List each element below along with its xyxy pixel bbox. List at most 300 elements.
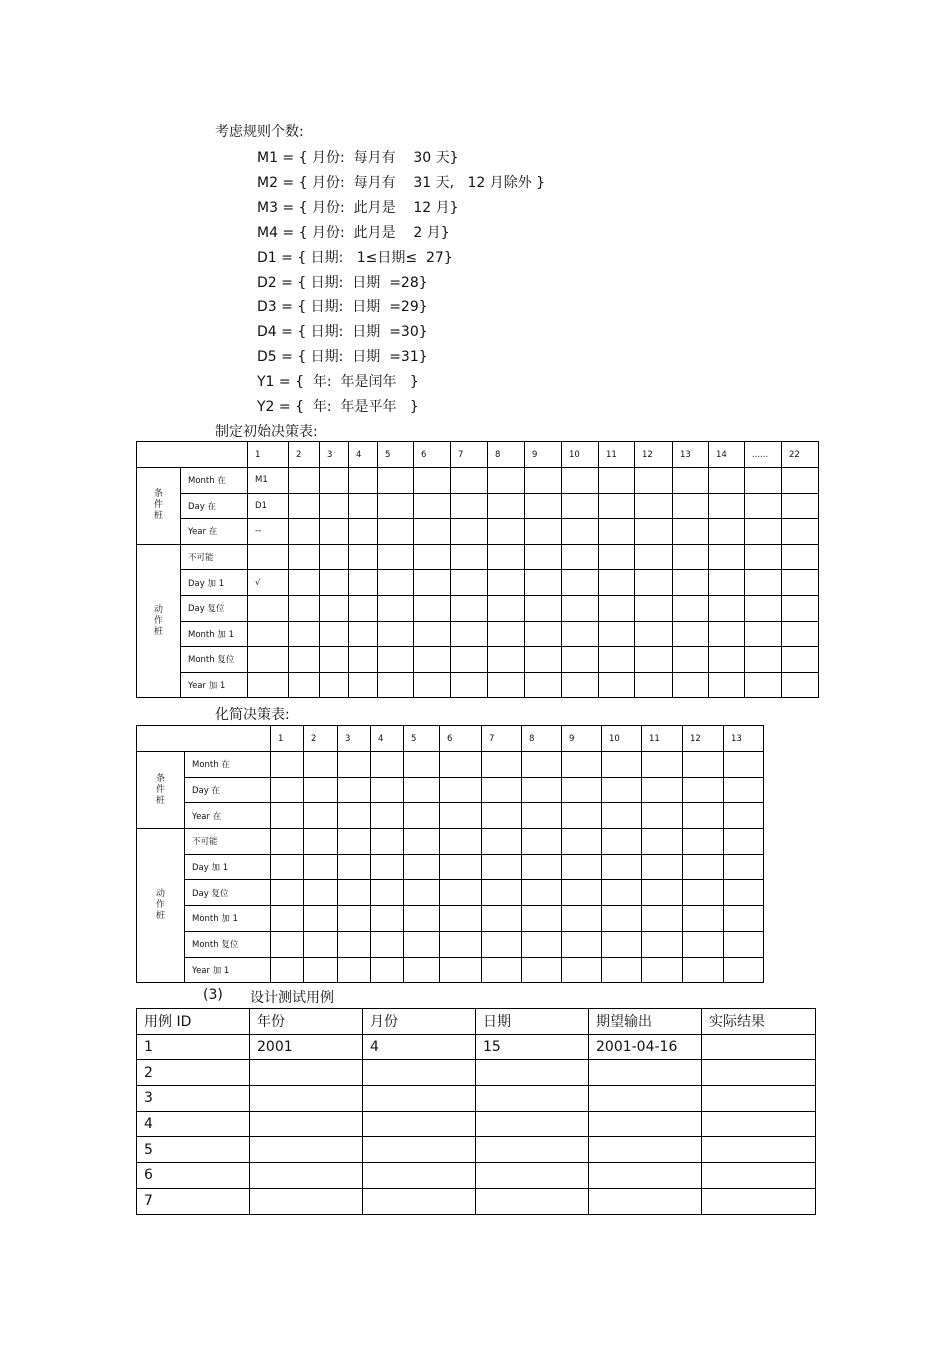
table-cell: [525, 468, 562, 494]
table-corner: [137, 442, 248, 468]
table-cell: [320, 519, 349, 545]
row-label: Day 复位: [185, 880, 271, 906]
table-cell: [349, 570, 378, 596]
action-stub-char: 桩: [153, 626, 163, 637]
table-cell: [451, 647, 488, 673]
table-cell: [488, 493, 525, 519]
table-cell: [782, 647, 819, 673]
rule-column-header: 13: [724, 726, 764, 752]
table-cell: [404, 752, 440, 778]
table-cell: [304, 803, 338, 829]
table-cell: [522, 752, 562, 778]
table-cell: [724, 752, 764, 778]
table-cell: [562, 931, 602, 957]
rule-column-header: 2: [304, 726, 338, 752]
table-cell: [320, 468, 349, 494]
table-cell: [683, 906, 724, 932]
test-case-cell: [476, 1111, 589, 1137]
test-case-cell: [702, 1111, 816, 1137]
table-cell: [349, 595, 378, 621]
table-cell: [635, 544, 673, 570]
table-cell: [371, 752, 404, 778]
table-cell: [745, 544, 782, 570]
test-case-cell: [250, 1111, 363, 1137]
test-case-table: [136, 1008, 816, 1215]
table-cell: [673, 621, 709, 647]
table-cell: [635, 672, 673, 698]
table-cell: [709, 595, 745, 621]
test-case-cell: [250, 1137, 363, 1163]
test-case-cell: 15: [476, 1034, 589, 1060]
table-cell: [525, 519, 562, 545]
table-cell: [414, 544, 451, 570]
table-cell: [635, 570, 673, 596]
table-cell: [599, 672, 635, 698]
rule-column-header: 1: [248, 442, 289, 468]
table-cell: [525, 570, 562, 596]
table-cell: [562, 621, 599, 647]
table-cell: [440, 777, 482, 803]
table-cell: [349, 672, 378, 698]
test-case-cell: 1: [137, 1034, 250, 1060]
test-case-cell: [476, 1188, 589, 1214]
table-cell: [414, 570, 451, 596]
table-cell: [522, 931, 562, 957]
table-cell: [338, 803, 371, 829]
table-cell: [248, 647, 289, 673]
rules-list: [257, 146, 545, 420]
table-cell: [745, 519, 782, 545]
table-cell: [378, 647, 414, 673]
table-cell: [349, 544, 378, 570]
rule-line: Y1 = { 年: 年是闰年 }: [257, 374, 419, 391]
table-cell: [338, 906, 371, 932]
table-cell: [488, 595, 525, 621]
test-case-cell: [476, 1086, 589, 1112]
table-cell: [404, 931, 440, 957]
table-cell: [683, 880, 724, 906]
test-case-cell: [702, 1060, 816, 1086]
table-cell: [562, 906, 602, 932]
table-cell: [724, 906, 764, 932]
table-cell: [635, 493, 673, 519]
table-cell: [451, 519, 488, 545]
table-cell: [440, 931, 482, 957]
rule-column-header: 11: [599, 442, 635, 468]
test-case-cell: [589, 1188, 702, 1214]
table-cell: [599, 621, 635, 647]
table-cell: [338, 752, 371, 778]
rule-column-header: 4: [349, 442, 378, 468]
rule-line: M3 = { 月份: 此月是 12 月}: [257, 199, 459, 216]
table-cell: [248, 595, 289, 621]
table-cell: [602, 854, 642, 880]
table-cell: [642, 880, 683, 906]
row-label: Year 加 1: [181, 672, 248, 698]
table-cell: [482, 906, 522, 932]
table-cell: [745, 621, 782, 647]
test-case-cell: [363, 1163, 476, 1189]
row-label: 不可能: [185, 829, 271, 855]
table-cell: [724, 854, 764, 880]
condition-stub-char: 条: [153, 489, 163, 500]
table-cell: [782, 672, 819, 698]
table-cell: [525, 544, 562, 570]
table-cell: [378, 544, 414, 570]
table-cell: [525, 595, 562, 621]
table-cell: [414, 672, 451, 698]
table-cell: [683, 777, 724, 803]
table-cell: [525, 621, 562, 647]
table-cell: [745, 672, 782, 698]
table-cell: [440, 803, 482, 829]
table-cell: [349, 621, 378, 647]
rule-line: D5 = { 日期: 日期 =31}: [257, 349, 428, 366]
row-label: 不可能: [181, 544, 248, 570]
rule-column-header: 9: [562, 726, 602, 752]
table-cell: [451, 468, 488, 494]
table-cell: [248, 544, 289, 570]
table-cell: [724, 803, 764, 829]
test-case-cell: 2001-04-16: [589, 1034, 702, 1060]
table-cell: [782, 544, 819, 570]
test-case-header: 实际结果: [702, 1009, 816, 1035]
test-case-cell: 7: [137, 1188, 250, 1214]
initial-decision-table: [136, 441, 819, 698]
action-stub-char: 作: [153, 615, 163, 626]
test-case-cell: [363, 1086, 476, 1112]
table-cell: [338, 777, 371, 803]
table-cell: [451, 595, 488, 621]
rule-column-header: 6: [414, 442, 451, 468]
table-cell: [522, 906, 562, 932]
table-cell: [320, 621, 349, 647]
table-cell: D1: [248, 493, 289, 519]
rule-column-header: 8: [488, 442, 525, 468]
test-case-cell: [250, 1163, 363, 1189]
table-cell: [602, 803, 642, 829]
table-cell: √: [248, 570, 289, 596]
table-cell: [673, 647, 709, 673]
table-cell: [709, 570, 745, 596]
table-cell: [371, 880, 404, 906]
table-cell: [371, 854, 404, 880]
table-cell: [642, 906, 683, 932]
rule-column-header: 13: [673, 442, 709, 468]
table-cell: [782, 621, 819, 647]
rule-column-header: 4: [371, 726, 404, 752]
table-cell: [782, 519, 819, 545]
table-cell: [602, 829, 642, 855]
table-cell: [602, 931, 642, 957]
test-case-cell: [250, 1060, 363, 1086]
test-case-cell: [589, 1111, 702, 1137]
table-cell: [289, 595, 320, 621]
rule-line: D2 = { 日期: 日期 =28}: [257, 274, 428, 291]
table-cell: [404, 957, 440, 983]
section-number: (3): [203, 987, 223, 1003]
table-cell: [338, 854, 371, 880]
table-cell: [349, 519, 378, 545]
table-cell: [404, 803, 440, 829]
table-cell: [378, 468, 414, 494]
table-cell: [683, 803, 724, 829]
rule-column-header: 22: [782, 442, 819, 468]
table-cell: [414, 519, 451, 545]
test-case-cell: [589, 1163, 702, 1189]
table-cell: [289, 519, 320, 545]
table-cell: [522, 829, 562, 855]
table-cell: [320, 570, 349, 596]
table-cell: [602, 906, 642, 932]
table-cell: [599, 570, 635, 596]
table-cell: [724, 931, 764, 957]
test-case-cell: [363, 1111, 476, 1137]
simplified-table-heading: 化简决策表:: [215, 707, 290, 723]
row-label: Month 复位: [185, 931, 271, 957]
table-cell: M1: [248, 468, 289, 494]
table-cell: [673, 544, 709, 570]
table-cell: [562, 829, 602, 855]
table-cell: [635, 519, 673, 545]
table-cell: [745, 468, 782, 494]
action-stub-char: 动: [155, 889, 165, 900]
table-cell: [304, 957, 338, 983]
table-cell: [271, 957, 304, 983]
table-cell: [451, 570, 488, 596]
table-cell: [482, 931, 522, 957]
table-cell: [289, 647, 320, 673]
test-case-header: 期望输出: [589, 1009, 702, 1035]
rule-line: M4 = { 月份: 此月是 2 月}: [257, 224, 450, 241]
table-cell: [642, 854, 683, 880]
test-case-cell: 3: [137, 1086, 250, 1112]
table-cell: [673, 570, 709, 596]
rule-column-header: 8: [522, 726, 562, 752]
table-cell: [488, 544, 525, 570]
table-cell: [683, 829, 724, 855]
table-cell: [338, 829, 371, 855]
table-cell: [482, 880, 522, 906]
table-cell: [414, 595, 451, 621]
row-label: Year 在: [181, 519, 248, 545]
table-cell: [271, 854, 304, 880]
action-stub: [137, 829, 185, 983]
table-cell: [289, 672, 320, 698]
rule-column-header: 14: [709, 442, 745, 468]
table-cell: [562, 544, 599, 570]
table-cell: [745, 570, 782, 596]
row-label: Day 加 1: [185, 854, 271, 880]
test-case-header: 月份: [363, 1009, 476, 1035]
rule-line: Y2 = { 年: 年是平年 }: [257, 399, 419, 416]
table-cell: [414, 493, 451, 519]
table-cell: [271, 880, 304, 906]
table-cell: [488, 570, 525, 596]
condition-stub-char: 条: [155, 773, 165, 784]
test-case-cell: [702, 1137, 816, 1163]
rule-column-header: 11: [642, 726, 683, 752]
table-cell: [709, 544, 745, 570]
table-cell: [404, 777, 440, 803]
table-cell: [271, 829, 304, 855]
table-cell: [289, 544, 320, 570]
table-cell: [488, 519, 525, 545]
test-case-cell: [702, 1163, 816, 1189]
table-cell: [271, 752, 304, 778]
table-cell: [404, 906, 440, 932]
table-cell: [371, 906, 404, 932]
rule-line: D4 = { 日期: 日期 =30}: [257, 324, 428, 341]
condition-stub: [137, 752, 185, 829]
row-label: Month 加 1: [181, 621, 248, 647]
condition-stub-char: 桩: [153, 511, 163, 522]
condition-stub-char: 件: [155, 784, 165, 795]
rule-line: D3 = { 日期: 日期 =29}: [257, 299, 428, 316]
table-cell: [451, 672, 488, 698]
table-cell: [525, 672, 562, 698]
table-cell: [562, 777, 602, 803]
table-cell: [320, 672, 349, 698]
table-cell: [488, 468, 525, 494]
table-cell: [724, 829, 764, 855]
rule-line: D1 = { 日期: 1≤日期≤ 27}: [257, 249, 453, 266]
table-cell: [642, 829, 683, 855]
table-cell: [440, 752, 482, 778]
table-cell: [642, 777, 683, 803]
table-cell: [482, 829, 522, 855]
table-cell: [602, 777, 642, 803]
action-stub-char: 桩: [155, 911, 165, 922]
rule-column-header: 10: [602, 726, 642, 752]
rule-column-header: 2: [289, 442, 320, 468]
test-case-header: 日期: [476, 1009, 589, 1035]
row-label: Month 复位: [181, 647, 248, 673]
table-cell: [673, 672, 709, 698]
table-cell: [414, 621, 451, 647]
test-case-header: 用例 ID: [137, 1009, 250, 1035]
rule-column-header: ......: [745, 442, 782, 468]
row-label: Month 在: [181, 468, 248, 494]
table-cell: [289, 621, 320, 647]
rule-column-header: 6: [440, 726, 482, 752]
table-cell: [371, 931, 404, 957]
test-case-cell: [589, 1060, 702, 1086]
test-case-cell: [476, 1163, 589, 1189]
table-cell: [440, 957, 482, 983]
test-cases-heading: 设计测试用例: [250, 990, 334, 1006]
table-cell: [488, 647, 525, 673]
table-cell: [683, 854, 724, 880]
table-cell: [562, 803, 602, 829]
row-label: Month 加 1: [185, 906, 271, 932]
table-cell: [440, 854, 482, 880]
rule-line: M1 = { 月份: 每月有 30 天}: [257, 150, 459, 166]
rule-column-header: 3: [320, 442, 349, 468]
table-cell: [378, 621, 414, 647]
table-cell: [320, 493, 349, 519]
table-cell: [289, 468, 320, 494]
table-cell: [414, 468, 451, 494]
table-cell: [404, 854, 440, 880]
row-label: Day 在: [181, 493, 248, 519]
table-cell: [525, 647, 562, 673]
table-cell: [724, 957, 764, 983]
rule-line: M2 = { 月份: 每月有 31 天, 12 月除外 }: [257, 174, 546, 191]
rule-column-header: 12: [635, 442, 673, 468]
table-cell: [562, 493, 599, 519]
condition-stub: [137, 468, 181, 545]
test-case-cell: [702, 1034, 816, 1060]
table-cell: [451, 544, 488, 570]
table-cell: [440, 880, 482, 906]
table-cell: [599, 595, 635, 621]
table-cell: [782, 595, 819, 621]
test-case-cell: 2001: [250, 1034, 363, 1060]
test-case-cell: 4: [363, 1034, 476, 1060]
table-cell: [782, 493, 819, 519]
test-case-cell: [363, 1060, 476, 1086]
test-case-cell: [476, 1137, 589, 1163]
rules-heading: 考虑规则个数:: [215, 124, 304, 140]
table-cell: [522, 803, 562, 829]
table-cell: [320, 647, 349, 673]
test-case-cell: [363, 1137, 476, 1163]
table-cell: [562, 752, 602, 778]
row-label: Month 在: [185, 752, 271, 778]
table-cell: [271, 931, 304, 957]
table-cell: [371, 829, 404, 855]
test-case-cell: [476, 1060, 589, 1086]
table-cell: [709, 672, 745, 698]
table-cell: [642, 752, 683, 778]
table-cell: [248, 672, 289, 698]
table-cell: [602, 752, 642, 778]
table-cell: [562, 957, 602, 983]
simplified-decision-table: [136, 725, 764, 983]
table-cell: [635, 468, 673, 494]
table-cell: [599, 519, 635, 545]
rule-column-header: 5: [378, 442, 414, 468]
table-cell: [745, 595, 782, 621]
rule-column-header: 7: [451, 442, 488, 468]
table-cell: [289, 570, 320, 596]
table-cell: [782, 570, 819, 596]
table-cell: [673, 468, 709, 494]
table-cell: [488, 672, 525, 698]
table-cell: [673, 595, 709, 621]
table-cell: [562, 519, 599, 545]
test-case-cell: [589, 1137, 702, 1163]
table-cell: [724, 880, 764, 906]
table-cell: [635, 621, 673, 647]
table-cell: [378, 570, 414, 596]
table-cell: [304, 906, 338, 932]
table-cell: [304, 829, 338, 855]
table-cell: [320, 595, 349, 621]
table-cell: [404, 880, 440, 906]
table-cell: [522, 957, 562, 983]
table-cell: [562, 647, 599, 673]
test-case-cell: [250, 1188, 363, 1214]
rule-column-header: 1: [271, 726, 304, 752]
table-cell: [349, 493, 378, 519]
table-cell: [599, 544, 635, 570]
table-cell: [378, 595, 414, 621]
table-cell: [338, 880, 371, 906]
condition-stub-char: 桩: [155, 795, 165, 806]
row-label: Year 在: [185, 803, 271, 829]
